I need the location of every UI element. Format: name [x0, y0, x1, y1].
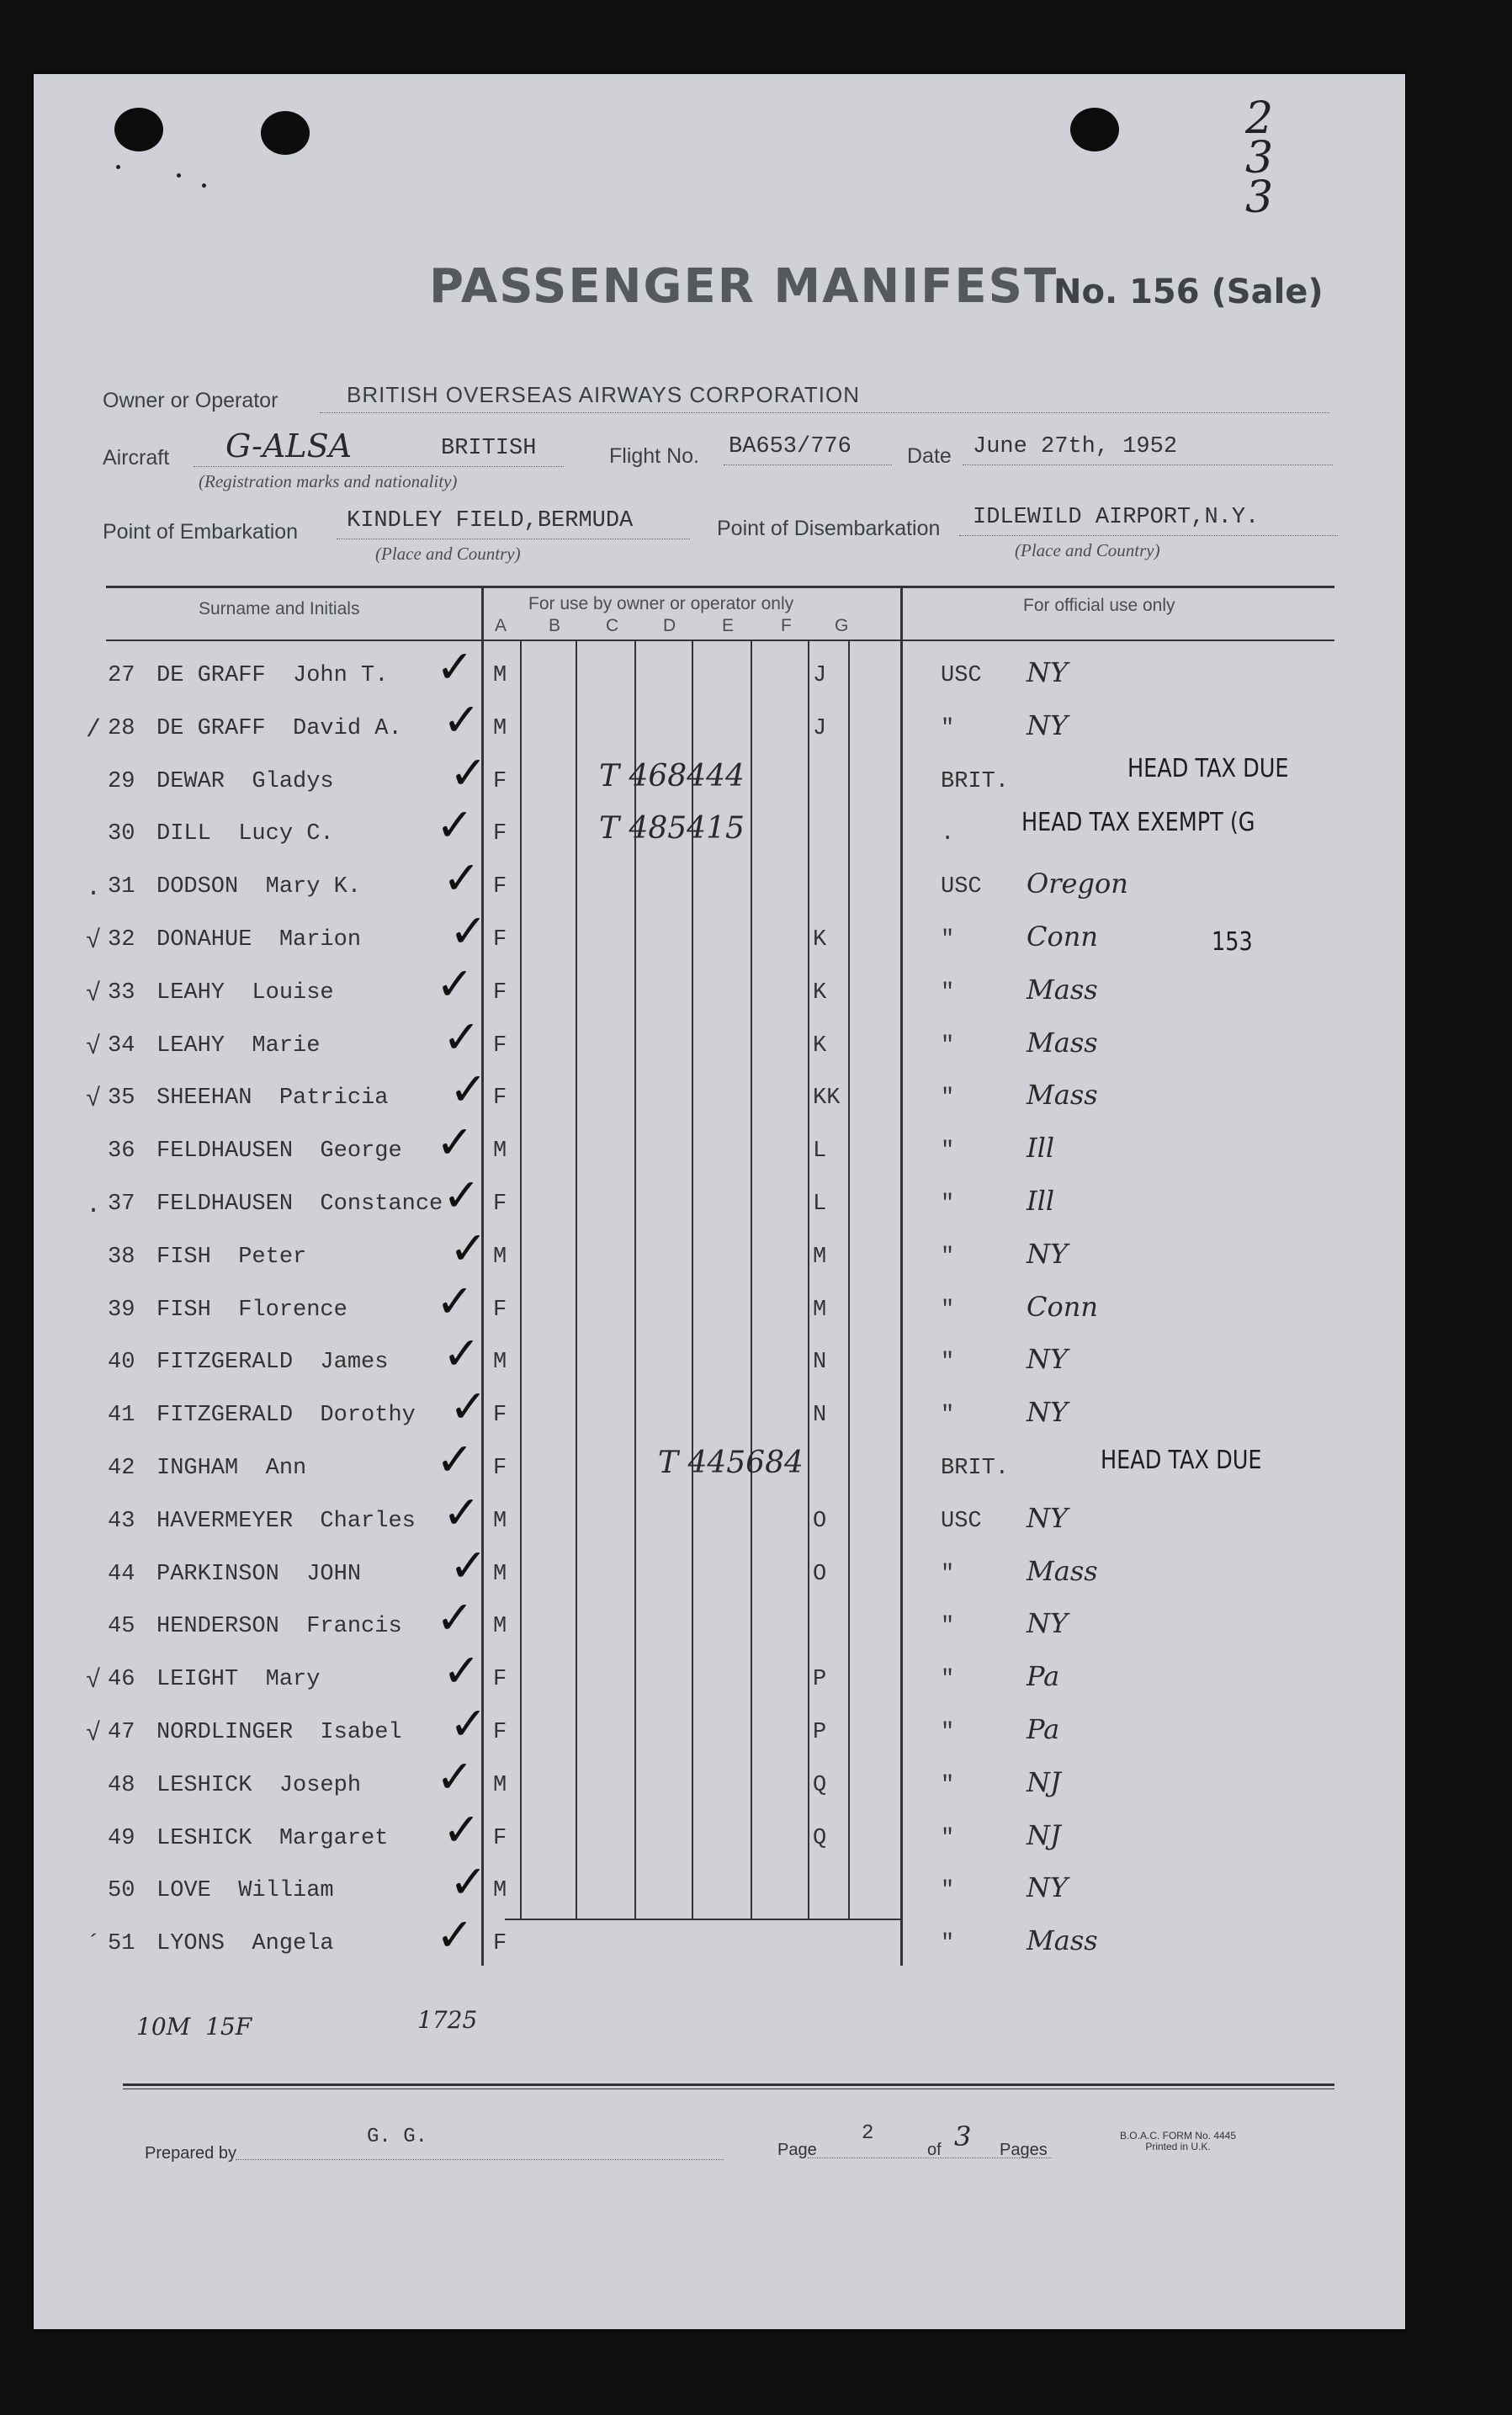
- nationality-value: ": [941, 1138, 955, 1164]
- table-divider-official: [900, 586, 903, 1966]
- sex-value: M: [493, 1773, 507, 1798]
- official-note: Mass: [1027, 1924, 1098, 1956]
- group-value: P: [813, 1667, 827, 1692]
- column-letter: A: [495, 616, 507, 635]
- nationality-value: ": [941, 1667, 955, 1692]
- table-bottom-rule: [123, 2083, 1334, 2086]
- sex-value: M: [493, 663, 507, 688]
- speck: [177, 173, 181, 178]
- passenger-name: DEWAR Gladys: [157, 769, 334, 794]
- passenger-name: FISH Peter: [157, 1245, 307, 1270]
- official-note: NY: [1027, 1607, 1069, 1639]
- row-number: 40: [108, 1350, 135, 1375]
- passenger-name: NORDLINGER Isabel: [157, 1720, 402, 1745]
- official-stamp: 153: [1212, 927, 1253, 957]
- row-prefix-mark: .: [86, 874, 102, 903]
- nationality-value: BRIT.: [941, 1456, 1010, 1481]
- operator-handwritten-note: T 468444: [599, 759, 745, 794]
- official-note: Mass: [1027, 1079, 1098, 1111]
- embarkation-subcaption: (Place and Country): [375, 544, 521, 564]
- official-note: Ill: [1027, 1132, 1055, 1164]
- sex-value: F: [493, 1085, 507, 1111]
- check-mark-icon: ✓: [443, 1327, 481, 1380]
- group-value: Q: [813, 1826, 827, 1851]
- check-mark-icon: ✓: [449, 746, 488, 799]
- group-value: M: [813, 1298, 827, 1323]
- column-letter: G: [835, 616, 849, 635]
- official-note: NJ: [1027, 1766, 1061, 1798]
- date-underline: [963, 464, 1333, 465]
- official-note: NY: [1027, 1396, 1069, 1428]
- owner-label: Owner or Operator: [103, 389, 279, 412]
- nationality-value: ": [941, 1192, 955, 1217]
- table-header-rule: [106, 640, 1334, 641]
- nationality-value: USC: [941, 663, 982, 688]
- official-note: Mass: [1027, 1555, 1098, 1587]
- group-value: O: [813, 1509, 827, 1534]
- official-stamp: HEAD TAX DUE: [1127, 754, 1289, 783]
- group-value: N: [813, 1350, 827, 1375]
- row-prefix-mark: √: [86, 1033, 102, 1062]
- sex-value: F: [493, 980, 507, 1006]
- check-mark-icon: ✓: [449, 905, 488, 958]
- table-top-rule: [106, 586, 1334, 588]
- row-prefix-mark: .: [86, 1192, 102, 1220]
- check-mark-icon: ✓: [443, 1803, 481, 1856]
- check-mark-icon: ✓: [443, 693, 481, 746]
- row-number: 34: [108, 1033, 135, 1059]
- prepared-by-value: G. G.: [367, 2126, 428, 2148]
- official-note: NY: [1027, 1871, 1069, 1903]
- row-number: 50: [108, 1878, 135, 1903]
- aircraft-registration: G-ALSA: [225, 427, 353, 464]
- nationality-value: ": [941, 1245, 955, 1270]
- official-note: Conn: [1027, 1291, 1098, 1323]
- col-rule-f: [808, 640, 809, 1919]
- group-value: L: [813, 1192, 827, 1217]
- totals-count: 10M 15F: [136, 2013, 252, 2041]
- pages-label: Pages: [1000, 2141, 1048, 2159]
- check-mark-icon: ✓: [436, 640, 475, 693]
- official-note: Mass: [1027, 974, 1098, 1006]
- group-value: J: [813, 716, 827, 741]
- passenger-name: HAVERMEYER Charles: [157, 1509, 416, 1534]
- row-number: 37: [108, 1192, 135, 1217]
- sex-value: F: [493, 1826, 507, 1851]
- row-number: 35: [108, 1085, 135, 1111]
- nationality-value: ": [941, 1826, 955, 1851]
- nationality-value: ": [941, 980, 955, 1006]
- row-number: 47: [108, 1720, 135, 1745]
- sex-value: M: [493, 716, 507, 741]
- sex-value: F: [493, 874, 507, 900]
- sex-value: F: [493, 1403, 507, 1428]
- group-value: O: [813, 1562, 827, 1587]
- disembarkation-subcaption: (Place and Country): [1015, 540, 1160, 560]
- page-value: 2: [862, 2122, 874, 2145]
- sex-value: F: [493, 1033, 507, 1059]
- sex-value: M: [493, 1878, 507, 1903]
- row-number: 49: [108, 1826, 135, 1851]
- passenger-name: LYONS Angela: [157, 1931, 334, 1956]
- check-mark-icon: ✓: [436, 958, 475, 1011]
- check-mark-icon: ✓: [443, 852, 481, 905]
- passenger-name: FITZGERALD Dorothy: [157, 1403, 416, 1428]
- passenger-name: DE GRAFF David A.: [157, 716, 402, 741]
- sex-value: M: [493, 1350, 507, 1375]
- passenger-name: DILL Lucy C.: [157, 821, 334, 847]
- nationality-value: ": [941, 1614, 955, 1639]
- official-note: NY: [1027, 1502, 1069, 1534]
- aircraft-label: Aircraft: [103, 446, 170, 470]
- row-number: 33: [108, 980, 135, 1006]
- row-prefix-mark: √: [86, 1720, 102, 1749]
- nationality-value: ": [941, 1931, 955, 1956]
- official-note: NY: [1027, 1238, 1069, 1270]
- row-number: 44: [108, 1562, 135, 1587]
- sex-value: M: [493, 1509, 507, 1534]
- official-note: Ill: [1027, 1185, 1055, 1217]
- header-surname: Surname and Initials: [199, 599, 360, 618]
- passenger-name: DE GRAFF John T.: [157, 663, 389, 688]
- passenger-name: DONAHUE Marion: [157, 927, 362, 953]
- header-official-use: For official use only: [1023, 596, 1175, 615]
- totals-code: 1725: [417, 2006, 478, 2034]
- check-mark-icon: ✓: [449, 1063, 488, 1116]
- prepared-by-label: Prepared by: [145, 2144, 236, 2163]
- passenger-name: SHEEHAN Patricia: [157, 1085, 389, 1111]
- corner-handwritten-mark: 2 3 3: [1245, 93, 1274, 223]
- col-rule-e: [751, 640, 752, 1919]
- nationality-value: ": [941, 1350, 955, 1375]
- nationality-value: ": [941, 1085, 955, 1111]
- official-note: Mass: [1027, 1027, 1098, 1059]
- check-mark-icon: ✓: [449, 1697, 488, 1750]
- sex-value: F: [493, 821, 507, 847]
- official-note: Pa: [1027, 1713, 1060, 1745]
- official-note: NY: [1027, 1343, 1069, 1375]
- sex-value: F: [493, 769, 507, 794]
- flight-underline: [724, 464, 892, 465]
- check-mark-icon: ✓: [449, 1380, 488, 1433]
- punch-hole: [114, 108, 163, 151]
- of-value: 3: [954, 2120, 972, 2152]
- sex-value: F: [493, 1720, 507, 1745]
- row-number: 46: [108, 1667, 135, 1692]
- operator-handwritten-note: T 445684: [658, 1446, 804, 1480]
- check-mark-icon: ✓: [436, 1116, 475, 1169]
- passenger-name: LEIGHT Mary: [157, 1667, 321, 1692]
- prepared-underline: [236, 2159, 724, 2160]
- page-label: Page: [777, 2141, 817, 2159]
- group-value: K: [813, 927, 827, 953]
- sex-value: M: [493, 1245, 507, 1270]
- official-note: NJ: [1027, 1819, 1061, 1851]
- group-value: Q: [813, 1773, 827, 1798]
- row-prefix-mark: ´: [86, 1931, 102, 1960]
- sex-value: M: [493, 1138, 507, 1164]
- row-prefix-mark: √: [86, 980, 102, 1009]
- nationality-value: ": [941, 1033, 955, 1059]
- page-title: PASSENGER MANIFEST: [429, 259, 1058, 314]
- sex-value: F: [493, 1192, 507, 1217]
- check-mark-icon: ✓: [449, 1539, 488, 1592]
- column-letter: B: [549, 616, 561, 635]
- row-number: 31: [108, 874, 135, 900]
- official-note: NY: [1027, 709, 1069, 741]
- check-mark-icon: ✓: [436, 1908, 475, 1961]
- aircraft-nationality: BRITISH: [441, 436, 537, 461]
- punch-hole: [261, 111, 310, 155]
- disembarkation-value: IDLEWILD AIRPORT,N.Y.: [973, 505, 1260, 530]
- passenger-name: FELDHAUSEN George: [157, 1138, 402, 1164]
- check-mark-icon: ✓: [443, 1169, 481, 1222]
- manifest-number: No. 156 (Sale): [1053, 273, 1324, 311]
- table-operator-bottom-rule: [505, 1919, 900, 1920]
- row-prefix-mark: √: [86, 927, 102, 956]
- check-mark-icon: ✓: [436, 1433, 475, 1486]
- row-number: 29: [108, 769, 135, 794]
- row-number: 41: [108, 1403, 135, 1428]
- col-rule-g: [848, 640, 850, 1919]
- group-value: P: [813, 1720, 827, 1745]
- row-number: 39: [108, 1298, 135, 1323]
- nationality-value: ": [941, 716, 955, 741]
- nationality-value: BRIT.: [941, 769, 1010, 794]
- official-note: NY: [1027, 656, 1069, 688]
- check-mark-icon: ✓: [436, 799, 475, 852]
- column-letter: C: [606, 616, 619, 635]
- official-note: Oregon: [1027, 868, 1128, 900]
- row-number: 51: [108, 1931, 135, 1956]
- passenger-name: LEAHY Louise: [157, 980, 334, 1006]
- check-mark-icon: ✓: [436, 1750, 475, 1803]
- nationality-value: .: [941, 821, 955, 847]
- row-prefix-mark: √: [86, 1085, 102, 1114]
- check-mark-icon: ✓: [436, 1591, 475, 1644]
- group-value: N: [813, 1403, 827, 1428]
- aircraft-underline: [194, 466, 564, 467]
- passenger-name: FITZGERALD James: [157, 1350, 389, 1375]
- manifest-sheet: [34, 74, 1405, 2329]
- date-label: Date: [907, 444, 952, 468]
- embarkation-label: Point of Embarkation: [103, 520, 299, 544]
- passenger-name: LESHICK Joseph: [157, 1773, 362, 1798]
- sex-value: F: [493, 1298, 507, 1323]
- nationality-value: USC: [941, 874, 982, 900]
- official-note: Conn: [1027, 921, 1098, 953]
- operator-handwritten-note: T 485415: [599, 811, 745, 846]
- sex-value: F: [493, 927, 507, 953]
- sex-value: F: [493, 1456, 507, 1481]
- nationality-value: ": [941, 927, 955, 953]
- check-mark-icon: ✓: [443, 1011, 481, 1064]
- official-stamp: HEAD TAX EXEMPT (G: [1021, 808, 1255, 837]
- sex-value: M: [493, 1562, 507, 1587]
- row-number: 42: [108, 1456, 135, 1481]
- check-mark-icon: ✓: [449, 1855, 488, 1908]
- speck: [202, 183, 206, 188]
- sex-value: F: [493, 1667, 507, 1692]
- row-number: 30: [108, 821, 135, 847]
- check-mark-icon: ✓: [443, 1486, 481, 1539]
- aircraft-subcaption: (Registration marks and nationality): [199, 471, 458, 491]
- row-number: 48: [108, 1773, 135, 1798]
- nationality-value: ": [941, 1562, 955, 1587]
- owner-underline: [320, 412, 1329, 413]
- header-operator-use: For use by owner or operator only: [528, 594, 794, 613]
- group-value: KK: [813, 1085, 841, 1111]
- passenger-name: HENDERSON Francis: [157, 1614, 402, 1639]
- passenger-name: FELDHAUSEN Constance: [157, 1192, 443, 1217]
- nationality-value: ": [941, 1878, 955, 1903]
- row-number: 28: [108, 716, 135, 741]
- of-label: of: [927, 2141, 942, 2159]
- check-mark-icon: ✓: [436, 1275, 475, 1328]
- row-number: 27: [108, 663, 135, 688]
- flight-label: Flight No.: [609, 444, 699, 468]
- passenger-name: LEAHY Marie: [157, 1033, 321, 1059]
- group-value: M: [813, 1245, 827, 1270]
- date-value: June 27th, 1952: [973, 434, 1178, 459]
- embarkation-value: KINDLEY FIELD,BERMUDA: [347, 508, 634, 533]
- col-rule-a: [520, 640, 522, 1919]
- nationality-value: ": [941, 1298, 955, 1323]
- passenger-name: DODSON Mary K.: [157, 874, 362, 900]
- official-note: Pa: [1027, 1660, 1060, 1692]
- nationality-value: ": [941, 1720, 955, 1745]
- official-stamp: HEAD TAX DUE: [1101, 1446, 1262, 1475]
- sex-value: F: [493, 1931, 507, 1956]
- row-number: 43: [108, 1509, 135, 1534]
- column-letter: E: [722, 616, 735, 635]
- form-number: B.O.A.C. FORM No. 4445 Printed in U.K.: [1119, 2130, 1237, 2153]
- disembarkation-label: Point of Disembarkation: [717, 517, 941, 540]
- passenger-name: LESHICK Margaret: [157, 1826, 389, 1851]
- passenger-name: LOVE William: [157, 1878, 334, 1903]
- punch-hole: [1070, 108, 1119, 151]
- speck: [116, 165, 120, 169]
- nationality-value: ": [941, 1773, 955, 1798]
- check-mark-icon: ✓: [449, 1222, 488, 1275]
- owner-value: BRITISH OVERSEAS AIRWAYS CORPORATION: [347, 382, 861, 407]
- row-number: 32: [108, 927, 135, 953]
- disembarkation-underline: [959, 535, 1338, 536]
- group-value: K: [813, 980, 827, 1006]
- row-prefix-mark: /: [86, 716, 102, 745]
- group-value: L: [813, 1138, 827, 1164]
- row-number: 36: [108, 1138, 135, 1164]
- passenger-name: INGHAM Ann: [157, 1456, 307, 1481]
- passenger-name: FISH Florence: [157, 1298, 347, 1323]
- column-letter: D: [663, 616, 676, 635]
- flight-number: BA653/776: [729, 434, 851, 459]
- row-number: 45: [108, 1614, 135, 1639]
- group-value: K: [813, 1033, 827, 1059]
- col-rule-b: [576, 640, 577, 1919]
- row-prefix-mark: √: [86, 1667, 102, 1696]
- nationality-value: ": [941, 1403, 955, 1428]
- check-mark-icon: ✓: [443, 1644, 481, 1697]
- sex-value: M: [493, 1614, 507, 1639]
- column-letter: F: [781, 616, 792, 635]
- row-number: 38: [108, 1245, 135, 1270]
- nationality-value: USC: [941, 1509, 982, 1534]
- passenger-name: PARKINSON JOHN: [157, 1562, 362, 1587]
- group-value: J: [813, 663, 827, 688]
